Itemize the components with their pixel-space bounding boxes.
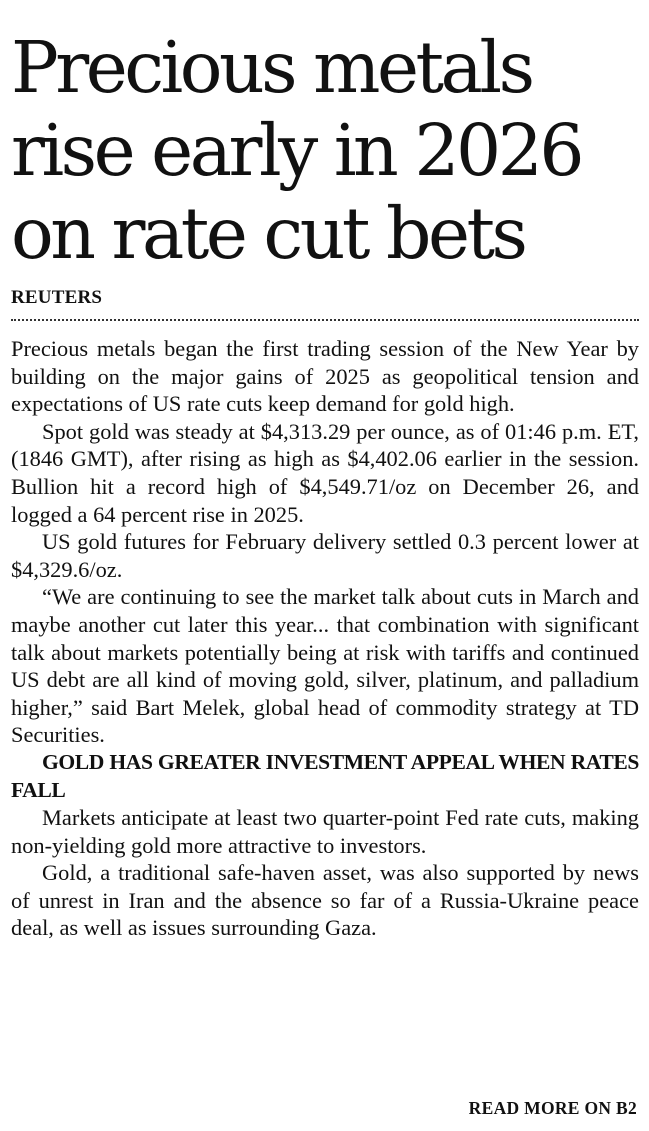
paragraph: US gold futures for February delivery settled 0.3 percent lower at $4,329.6/oz. xyxy=(11,529,639,582)
read-more-link[interactable]: READ MORE ON B2 xyxy=(468,1098,637,1118)
article-body xyxy=(11,335,639,942)
paragraph: Spot gold was steady at $4,313.29 per ounce, as of 01:46 p.m. ET, (1846 GMT), after rising as high as $4,402.06 earlier in the session. Bullion hit a record high of $4,549.71/oz on December 26, and logged a 64 percent rise in 2025. xyxy=(11,418,639,527)
paragraph: Markets anticipate at least two quarter-point Fed rate cuts, making non-yielding gold more attractive to investors. xyxy=(11,805,639,858)
headline-line: rise early in 2026 xyxy=(11,109,582,192)
headline xyxy=(11,0,639,275)
dotted-divider xyxy=(11,319,639,321)
paragraph: Precious metals began the first trading session of the New Year by building on the major gains of 2025 as geopolitical tension and expectations of US rate cuts keep demand for gold high. xyxy=(11,336,639,417)
headline-line: Precious metals xyxy=(11,26,532,109)
paragraph: Gold, a traditional safe-haven asset, was also supported by news of unrest in Iran and the absence so far of a Russia-Ukraine peace deal, as well as issues surrounding Gaza. xyxy=(11,860,639,941)
headline-line: on rate cut bets xyxy=(11,192,525,275)
subheading: GOLD HAS GREATER INVESTMENT APPEAL WHEN RATES FALL xyxy=(11,749,639,802)
paragraph: “We are continuing to see the market talk about cuts in March and maybe another cut later this year... that combination with significant talk about markets potentially being at risk with tariffs and continued US debt are all kind of moving gold, silver, platinum, and palladium higher,” said Bart Melek, global head of commodity strategy at TD Securities. xyxy=(11,584,639,748)
byline: REUTERS xyxy=(11,287,103,308)
